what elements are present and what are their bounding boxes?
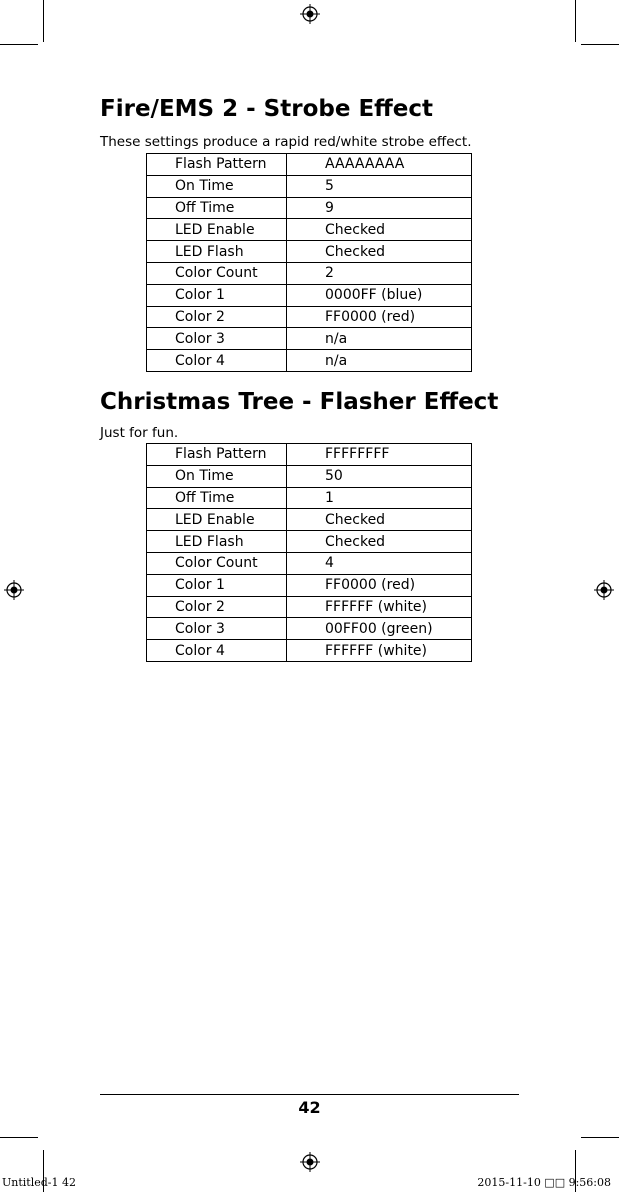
page-number: 42 <box>298 1098 321 1117</box>
print-slug-left: Untitled-1 42 <box>2 1176 76 1189</box>
table-row <box>147 219 472 241</box>
setting-value: FFFFFFFF <box>287 444 472 466</box>
setting-name: Off Time <box>147 197 287 219</box>
setting-value: FF0000 (red) <box>287 306 472 328</box>
table-row <box>147 618 472 640</box>
table-row <box>147 154 472 176</box>
setting-name: Color 4 <box>147 350 287 372</box>
table-row <box>147 487 472 509</box>
setting-value: Checked <box>287 241 472 263</box>
table-row <box>147 509 472 531</box>
setting-value: 5 <box>287 175 472 197</box>
table-row <box>147 284 472 306</box>
setting-value: Checked <box>287 509 472 531</box>
registration-mark-icon <box>4 580 24 600</box>
setting-name: On Time <box>147 465 287 487</box>
setting-value: 2 <box>287 262 472 284</box>
setting-name: Color 2 <box>147 306 287 328</box>
setting-value: FFFFFF (white) <box>287 596 472 618</box>
setting-name: LED Enable <box>147 509 287 531</box>
table-row <box>147 306 472 328</box>
setting-name: Color 4 <box>147 640 287 662</box>
table-row <box>147 350 472 372</box>
settings-table <box>146 443 472 662</box>
setting-value: 00FF00 (green) <box>287 618 472 640</box>
crop-mark-icon <box>581 44 619 45</box>
print-slug-right: 2015-11-10 □□ 9:56:08 <box>477 1176 611 1189</box>
setting-name: Color Count <box>147 262 287 284</box>
table-row <box>147 552 472 574</box>
setting-name: Color Count <box>147 552 287 574</box>
table-row <box>147 444 472 466</box>
settings-table <box>146 153 472 372</box>
table-row <box>147 531 472 553</box>
registration-mark-icon <box>300 1152 320 1172</box>
setting-name: Color 3 <box>147 618 287 640</box>
setting-name: On Time <box>147 175 287 197</box>
setting-value: 4 <box>287 552 472 574</box>
setting-value: FF0000 (red) <box>287 574 472 596</box>
setting-name: Color 3 <box>147 328 287 350</box>
setting-name: LED Flash <box>147 241 287 263</box>
setting-name: Color 2 <box>147 596 287 618</box>
table-row <box>147 197 472 219</box>
setting-value: 50 <box>287 465 472 487</box>
setting-value: 1 <box>287 487 472 509</box>
registration-mark-icon <box>300 4 320 24</box>
crop-mark-icon <box>0 44 38 45</box>
setting-value: Checked <box>287 531 472 553</box>
table-row <box>147 465 472 487</box>
registration-mark-icon <box>594 580 614 600</box>
table-row <box>147 328 472 350</box>
table-row <box>147 574 472 596</box>
setting-name: Flash Pattern <box>147 444 287 466</box>
setting-name: Color 1 <box>147 284 287 306</box>
setting-value: Checked <box>287 219 472 241</box>
setting-value: AAAAAAAA <box>287 154 472 176</box>
setting-value: n/a <box>287 328 472 350</box>
setting-name: Color 1 <box>147 574 287 596</box>
section-intro: These settings produce a rapid red/white strobe effect. <box>100 134 472 150</box>
setting-value: 0000FF (blue) <box>287 284 472 306</box>
table-row <box>147 175 472 197</box>
table-row <box>147 262 472 284</box>
setting-name: Off Time <box>147 487 287 509</box>
crop-mark-icon <box>0 1137 38 1138</box>
section-intro: Just for fun. <box>100 425 179 441</box>
setting-value: n/a <box>287 350 472 372</box>
setting-value: 9 <box>287 197 472 219</box>
table-row <box>147 596 472 618</box>
setting-value: FFFFFF (white) <box>287 640 472 662</box>
crop-mark-icon <box>43 0 44 42</box>
section-title: Christmas Tree - Flasher Effect <box>100 389 499 415</box>
crop-mark-icon <box>581 1137 619 1138</box>
crop-mark-icon <box>575 0 576 42</box>
setting-name: Flash Pattern <box>147 154 287 176</box>
setting-name: LED Flash <box>147 531 287 553</box>
footer-rule <box>100 1094 519 1095</box>
section-title: Fire/EMS 2 - Strobe Effect <box>100 96 434 122</box>
table-row <box>147 241 472 263</box>
table-row <box>147 640 472 662</box>
setting-name: LED Enable <box>147 219 287 241</box>
